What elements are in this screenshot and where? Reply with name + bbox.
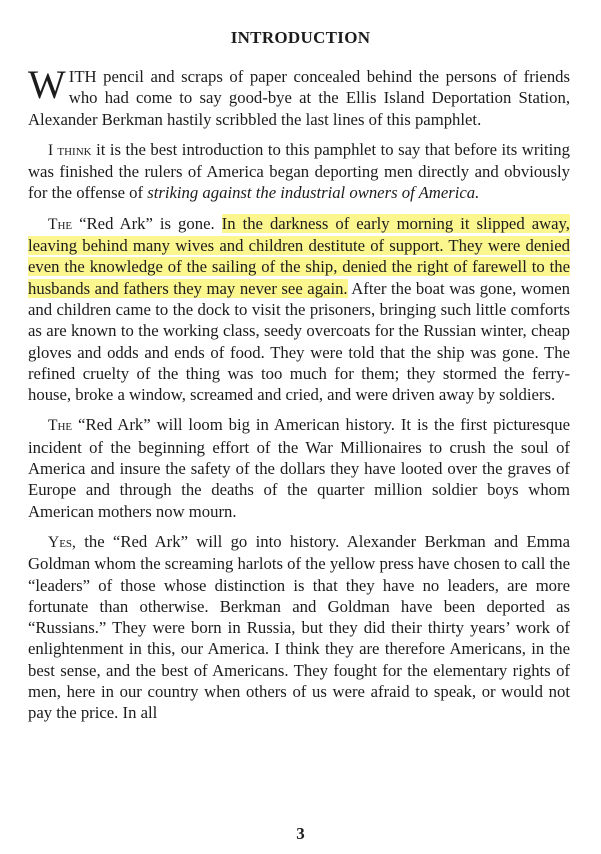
paragraph-4-text: “Red Ark” will loom big in American history. It is the first picturesque incident of the beginning effort of the War Millionaires to crush the soul of America and insure the safety of the dollars they have looted over the graves of Europe and through the deaths of the quarter million soldier boys whom American mothers now mourn. bbox=[28, 415, 570, 521]
drop-cap: W bbox=[28, 62, 66, 107]
paragraph-2-emphasis: striking against the industrial owners of America. bbox=[147, 183, 480, 203]
page-title: INTRODUCTION bbox=[230, 28, 371, 47]
paragraph-3-lead: The bbox=[48, 215, 73, 233]
paragraph-3 bbox=[28, 213, 570, 406]
paragraph-2 bbox=[28, 139, 570, 204]
page-number: 3 bbox=[296, 824, 305, 843]
paragraph-2-text-a: it is the best introduction to this pamphlet to say that before its writing was finished the rulers of America began deporting men directly and obviously for the offense of bbox=[28, 139, 570, 203]
paragraph-1-text: ITH pencil and scraps of paper concealed behind the persons of friends who had come to say good-bye at the Ellis Island Deportation Station, Alexander Berkman hastily scribbled the last lines of this pamphlet. bbox=[28, 67, 570, 129]
paragraph-5 bbox=[28, 531, 570, 724]
paragraph-5-text: the “Red Ark” will go into history. Alexander Berkman and Emma Goldman whom the screaming harlots of the yellow press have chosen to call the “leaders” of those whose distinction is that they have no leaders, are more fortunate than otherwise. Berkman and Goldman have been deported as “Russians.” They were born in Russia, but they did their thirty years’ work of enlightenment in this, our America. I think they are therefore Americans, in the best sense, and the best of Americans. They fought for the elementary rights of men, here in our country when others of us were afraid to speak, or would not pay the price. In all bbox=[28, 531, 570, 723]
paragraph-1 bbox=[28, 62, 570, 130]
paragraph-4-lead: The bbox=[48, 417, 73, 435]
paragraph-3-text-b: After the boat was gone, women and children came to the dock to visit the prisoners, bringing such little comforts as are known to the working class, seedy overcoats for the Russian winter, cheap gloves and odds and ends of food. They were told that the ship was gone. The refined cruelty of the thing was too much for them; they stormed the ferry-house, broke a window, screamed and cried, and were driven away by soldiers. bbox=[28, 278, 571, 405]
highlighted-passage[interactable]: In the darkness of early morning it slipped away, leaving behind many wives and children destitute of support. They were denied even the knowledge of the sailing of the ship, denied the right of farewell to the husbands and fathers they may never see again. bbox=[28, 213, 570, 298]
paragraph-4 bbox=[28, 414, 570, 521]
body-text bbox=[28, 62, 571, 733]
paragraph-2-lead: I think bbox=[48, 141, 92, 159]
paragraph-3-text-a: “Red Ark” is gone. bbox=[72, 213, 222, 233]
paragraph-5-lead: Yes, bbox=[48, 533, 76, 551]
